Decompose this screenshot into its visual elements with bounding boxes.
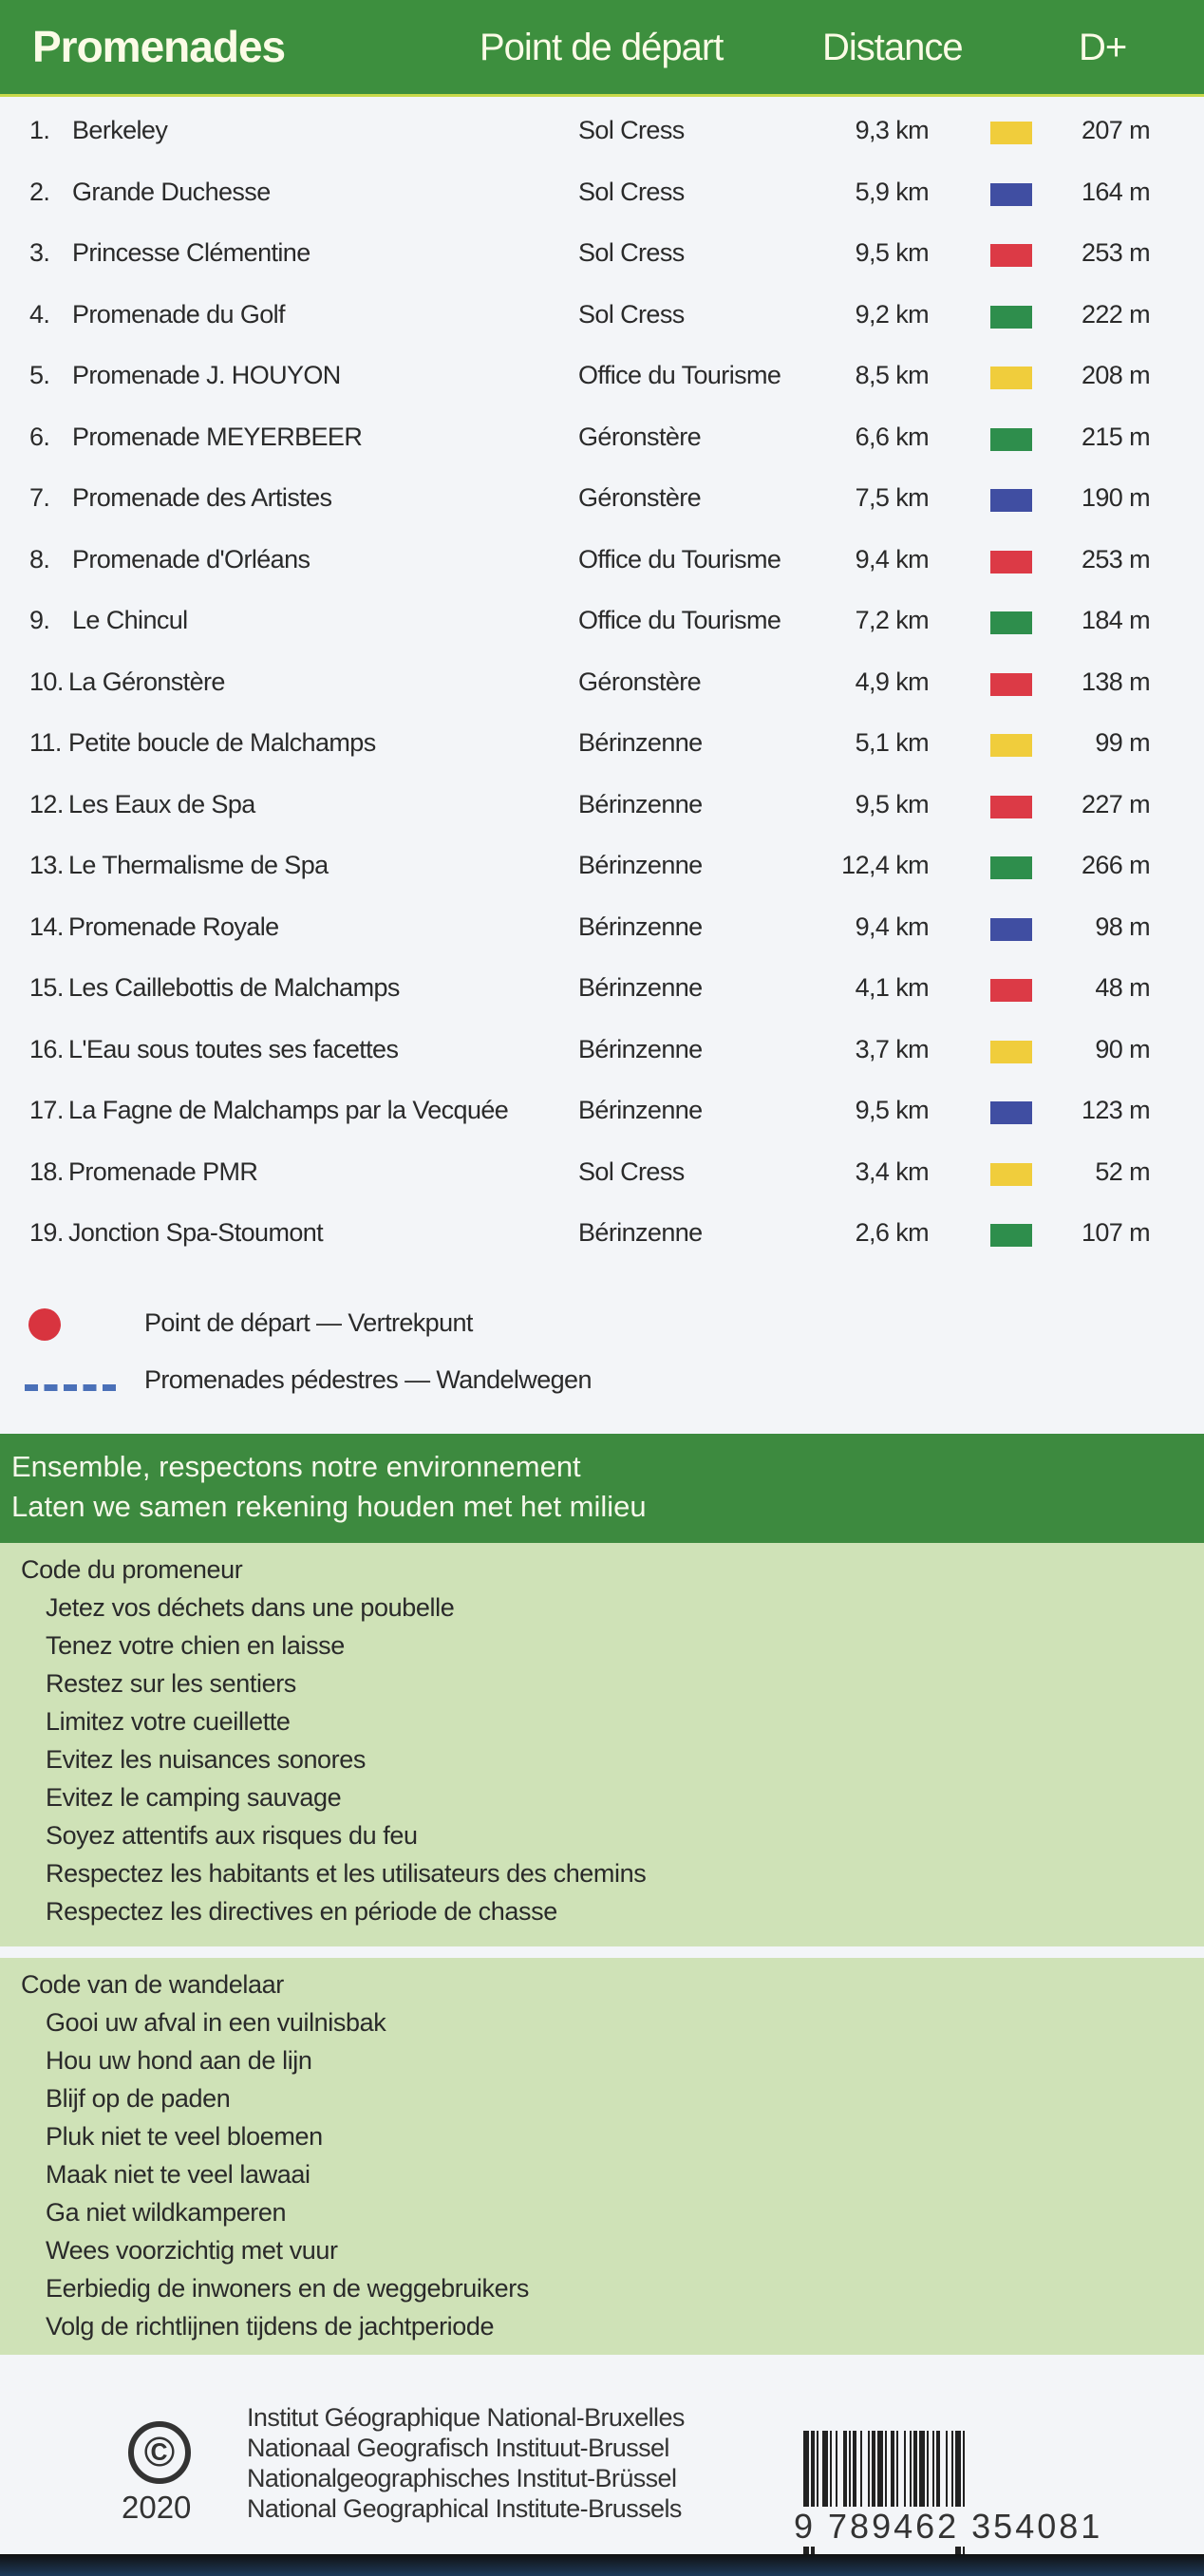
walk-elevation: 266 m <box>1081 851 1150 879</box>
page-title: Promenades <box>32 22 286 71</box>
isbn-number: 9 789462 354081 <box>790 2507 1106 2547</box>
environment-banner <box>0 1434 1204 1543</box>
walk-distance: 12,4 km <box>841 851 929 879</box>
walk-number: 10. <box>29 667 64 696</box>
table-row <box>0 110 1204 172</box>
table-row <box>0 1213 1204 1274</box>
walk-distance: 2,6 km <box>855 1218 929 1247</box>
walk-start: Sol Cress <box>578 1156 685 1186</box>
color-swatch <box>990 183 1032 206</box>
walk-elevation: 253 m <box>1081 238 1150 267</box>
color-swatch <box>990 918 1032 941</box>
walk-elevation: 207 m <box>1081 116 1150 144</box>
walk-distance: 8,5 km <box>855 361 929 389</box>
table-row <box>0 355 1204 417</box>
color-swatch <box>990 796 1032 818</box>
walk-start: Sol Cress <box>578 177 685 206</box>
walk-start: Bérinzenne <box>578 851 703 879</box>
copyright-year: 2020 <box>122 2490 192 2525</box>
code-item: Soyez attentifs aux risques du feu <box>46 1821 418 1850</box>
institute-names <box>247 2402 685 2524</box>
walk-elevation: 107 m <box>1081 1218 1150 1247</box>
walk-name: La Fagne de Malchamps par la Vecquée <box>68 1096 509 1124</box>
walk-number: 17. <box>29 1096 64 1124</box>
walk-number: 6. <box>29 422 50 451</box>
color-swatch <box>990 551 1032 573</box>
code-item: Jetez vos déchets dans une poubelle <box>46 1593 455 1622</box>
walk-distance: 9,5 km <box>855 238 929 267</box>
walk-elevation: 138 m <box>1081 667 1150 696</box>
code-item: Evitez le camping sauvage <box>46 1783 342 1812</box>
code-item: Pluk niet te veel bloemen <box>46 2122 323 2151</box>
table-row <box>0 539 1204 601</box>
walk-name: Les Eaux de Spa <box>68 789 255 818</box>
code-item: Wees voorzichtig met vuur <box>46 2236 338 2265</box>
walk-distance: 9,4 km <box>855 912 929 941</box>
walk-elevation: 164 m <box>1081 177 1150 206</box>
walk-distance: 3,4 km <box>855 1156 929 1186</box>
walk-name: La Géronstère <box>68 667 225 696</box>
walk-start: Bérinzenne <box>578 728 703 757</box>
walk-name: Les Caillebottis de Malchamps <box>68 973 400 1002</box>
walk-distance: 4,1 km <box>855 973 929 1002</box>
walk-elevation: 215 m <box>1081 422 1150 451</box>
walk-name: Promenade MEYERBEER <box>72 422 363 451</box>
table-row <box>0 600 1204 662</box>
color-swatch <box>990 1041 1032 1063</box>
col-elevation-header: D+ <box>1079 27 1127 68</box>
code-item: Tenez votre chien en laisse <box>46 1631 345 1660</box>
color-swatch <box>990 306 1032 329</box>
walk-number: 2. <box>29 177 50 206</box>
walk-elevation: 253 m <box>1081 544 1150 573</box>
color-swatch <box>990 244 1032 267</box>
walk-name: Promenade du Golf <box>72 299 285 329</box>
color-swatch <box>990 611 1032 634</box>
code-item: Maak niet te veel lawaai <box>46 2160 310 2189</box>
color-swatch <box>990 428 1032 451</box>
table-row <box>0 845 1204 907</box>
banner-fr: Ensemble, respectons notre environnement <box>11 1450 581 1483</box>
code-item: Limitez votre cueillette <box>46 1707 291 1736</box>
walk-name: Promenade des Artistes <box>72 483 332 512</box>
walk-number: 8. <box>29 544 50 573</box>
institute-line: Nationalgeographisches Institut-Brüssel <box>247 2464 677 2492</box>
walk-number: 5. <box>29 361 50 389</box>
table-row <box>0 478 1204 539</box>
walk-elevation: 123 m <box>1081 1096 1150 1124</box>
col-start-header: Point de départ <box>480 27 724 68</box>
walk-name: Berkeley <box>72 116 168 144</box>
table-row <box>0 968 1204 1029</box>
walk-number: 14. <box>29 912 64 941</box>
walk-elevation: 222 m <box>1081 299 1150 329</box>
walk-start: Office du Tourisme <box>578 361 781 389</box>
walk-number: 1. <box>29 116 50 144</box>
walk-distance: 3,7 km <box>855 1034 929 1063</box>
color-swatch <box>990 856 1032 879</box>
walk-number: 19. <box>29 1218 64 1247</box>
color-swatch <box>990 734 1032 757</box>
walk-distance: 7,2 km <box>855 606 929 634</box>
code-fr <box>0 1543 1204 1946</box>
walk-elevation: 190 m <box>1081 483 1150 512</box>
color-swatch <box>990 122 1032 144</box>
table-row <box>0 907 1204 968</box>
walk-name: Promenade PMR <box>68 1156 258 1186</box>
walk-elevation: 208 m <box>1081 361 1150 389</box>
walk-name: Le Thermalisme de Spa <box>68 851 329 879</box>
legend-walking-paths: Promenades pédestres — Wandelwegen <box>144 1365 592 1394</box>
col-distance-header: Distance <box>822 27 963 68</box>
walk-elevation: 99 m <box>1095 728 1150 757</box>
walk-elevation: 184 m <box>1081 606 1150 634</box>
table-row <box>0 233 1204 294</box>
table-row <box>0 172 1204 234</box>
code-item: Evitez les nuisances sonores <box>46 1745 366 1774</box>
legend <box>0 1301 1204 1415</box>
walk-number: 3. <box>29 238 50 267</box>
walk-name: Promenade Royale <box>68 912 279 941</box>
institute-line: Institut Géographique National-Bruxelles <box>247 2403 685 2432</box>
walk-elevation: 90 m <box>1095 1034 1150 1063</box>
code-item: Volg de richtlijnen tijdens de jachtperiode <box>46 2312 495 2341</box>
walk-distance: 4,9 km <box>855 667 929 696</box>
table-row <box>0 662 1204 724</box>
legend-start-point: Point de départ — Vertrekpunt <box>144 1308 473 1337</box>
walk-start: Géronstère <box>578 422 702 451</box>
banner-nl: Laten we samen rekening houden met het milieu <box>11 1490 647 1523</box>
color-swatch <box>990 1101 1032 1124</box>
walk-start: Géronstère <box>578 667 702 696</box>
walk-elevation: 48 m <box>1095 973 1150 1002</box>
walk-start: Bérinzenne <box>578 973 703 1002</box>
table-row <box>0 723 1204 784</box>
walk-name: Promenade d'Orléans <box>72 544 310 573</box>
start-point-icon <box>28 1308 61 1341</box>
code-fr-title: Code du promeneur <box>21 1555 243 1584</box>
color-swatch <box>990 1224 1032 1247</box>
walk-number: 4. <box>29 299 50 329</box>
walk-distance: 7,5 km <box>855 483 929 512</box>
walk-distance: 9,5 km <box>855 1096 929 1124</box>
color-swatch <box>990 367 1032 389</box>
color-swatch <box>990 489 1032 512</box>
code-item: Respectez les directives en période de chasse <box>46 1897 557 1926</box>
table-row <box>0 1029 1204 1091</box>
walk-start: Office du Tourisme <box>578 544 781 573</box>
walk-name: Petite boucle de Malchamps <box>68 728 376 757</box>
walk-elevation: 98 m <box>1095 912 1150 941</box>
walk-distance: 5,1 km <box>855 728 929 757</box>
code-nl-title: Code van de wandelaar <box>21 1970 284 1999</box>
walk-name: Promenade J. HOUYON <box>72 361 341 389</box>
bottom-edge <box>0 2554 1204 2576</box>
institute-line: National Geographical Institute-Brussels <box>247 2494 682 2523</box>
code-item: Restez sur les sentiers <box>46 1669 296 1698</box>
code-item: Eerbiedig de inwoners en de weggebruikers <box>46 2274 529 2303</box>
copyright-icon: © <box>128 2421 191 2484</box>
code-item: Ga niet wildkamperen <box>46 2198 287 2227</box>
walk-distance: 9,5 km <box>855 789 929 818</box>
walk-number: 9. <box>29 606 50 634</box>
walk-elevation: 227 m <box>1081 789 1150 818</box>
walk-start: Bérinzenne <box>578 1096 703 1124</box>
table-row <box>0 417 1204 479</box>
walk-start: Bérinzenne <box>578 789 703 818</box>
table-row <box>0 294 1204 356</box>
walk-number: 11. <box>29 728 62 757</box>
dashed-path-icon <box>25 1384 116 1391</box>
walk-distance: 9,3 km <box>855 116 929 144</box>
walk-start: Bérinzenne <box>578 1218 703 1247</box>
table-row <box>0 1152 1204 1213</box>
institute-line: Nationaal Geografisch Instituut-Brussel <box>247 2434 669 2462</box>
walk-name: L'Eau sous toutes ses facettes <box>68 1034 399 1063</box>
walk-start: Sol Cress <box>578 116 685 144</box>
walk-name: Jonction Spa-Stoumont <box>68 1218 324 1247</box>
walk-start: Office du Tourisme <box>578 606 781 634</box>
walk-start: Bérinzenne <box>578 912 703 941</box>
color-swatch <box>990 979 1032 1002</box>
walk-number: 16. <box>29 1034 64 1063</box>
code-item: Gooi uw afval in een vuilnisbak <box>46 2008 386 2037</box>
walk-start: Sol Cress <box>578 238 685 267</box>
code-nl <box>0 1958 1204 2355</box>
walk-distance: 5,9 km <box>855 177 929 206</box>
walks-table <box>0 110 1204 1274</box>
table-row <box>0 784 1204 846</box>
walk-distance: 9,2 km <box>855 299 929 329</box>
walk-number: 15. <box>29 973 64 1002</box>
color-swatch <box>990 1163 1032 1186</box>
walk-start: Géronstère <box>578 483 702 512</box>
walk-distance: 6,6 km <box>855 422 929 451</box>
table-header <box>0 0 1204 97</box>
walk-name: Le Chincul <box>72 606 188 634</box>
walk-number: 13. <box>29 851 64 879</box>
walk-distance: 9,4 km <box>855 544 929 573</box>
code-item: Blijf op de paden <box>46 2084 231 2113</box>
walk-number: 18. <box>29 1156 64 1186</box>
walk-number: 12. <box>29 789 64 818</box>
walk-name: Grande Duchesse <box>72 177 271 206</box>
code-item: Respectez les habitants et les utilisateurs des chemins <box>46 1859 647 1888</box>
walk-start: Sol Cress <box>578 299 685 329</box>
walk-number: 7. <box>29 483 50 512</box>
walk-start: Bérinzenne <box>578 1034 703 1063</box>
table-row <box>0 1090 1204 1152</box>
walk-name: Princesse Clémentine <box>72 238 310 267</box>
code-item: Hou uw hond aan de lijn <box>46 2046 312 2075</box>
walk-elevation: 52 m <box>1095 1156 1150 1186</box>
color-swatch <box>990 673 1032 696</box>
